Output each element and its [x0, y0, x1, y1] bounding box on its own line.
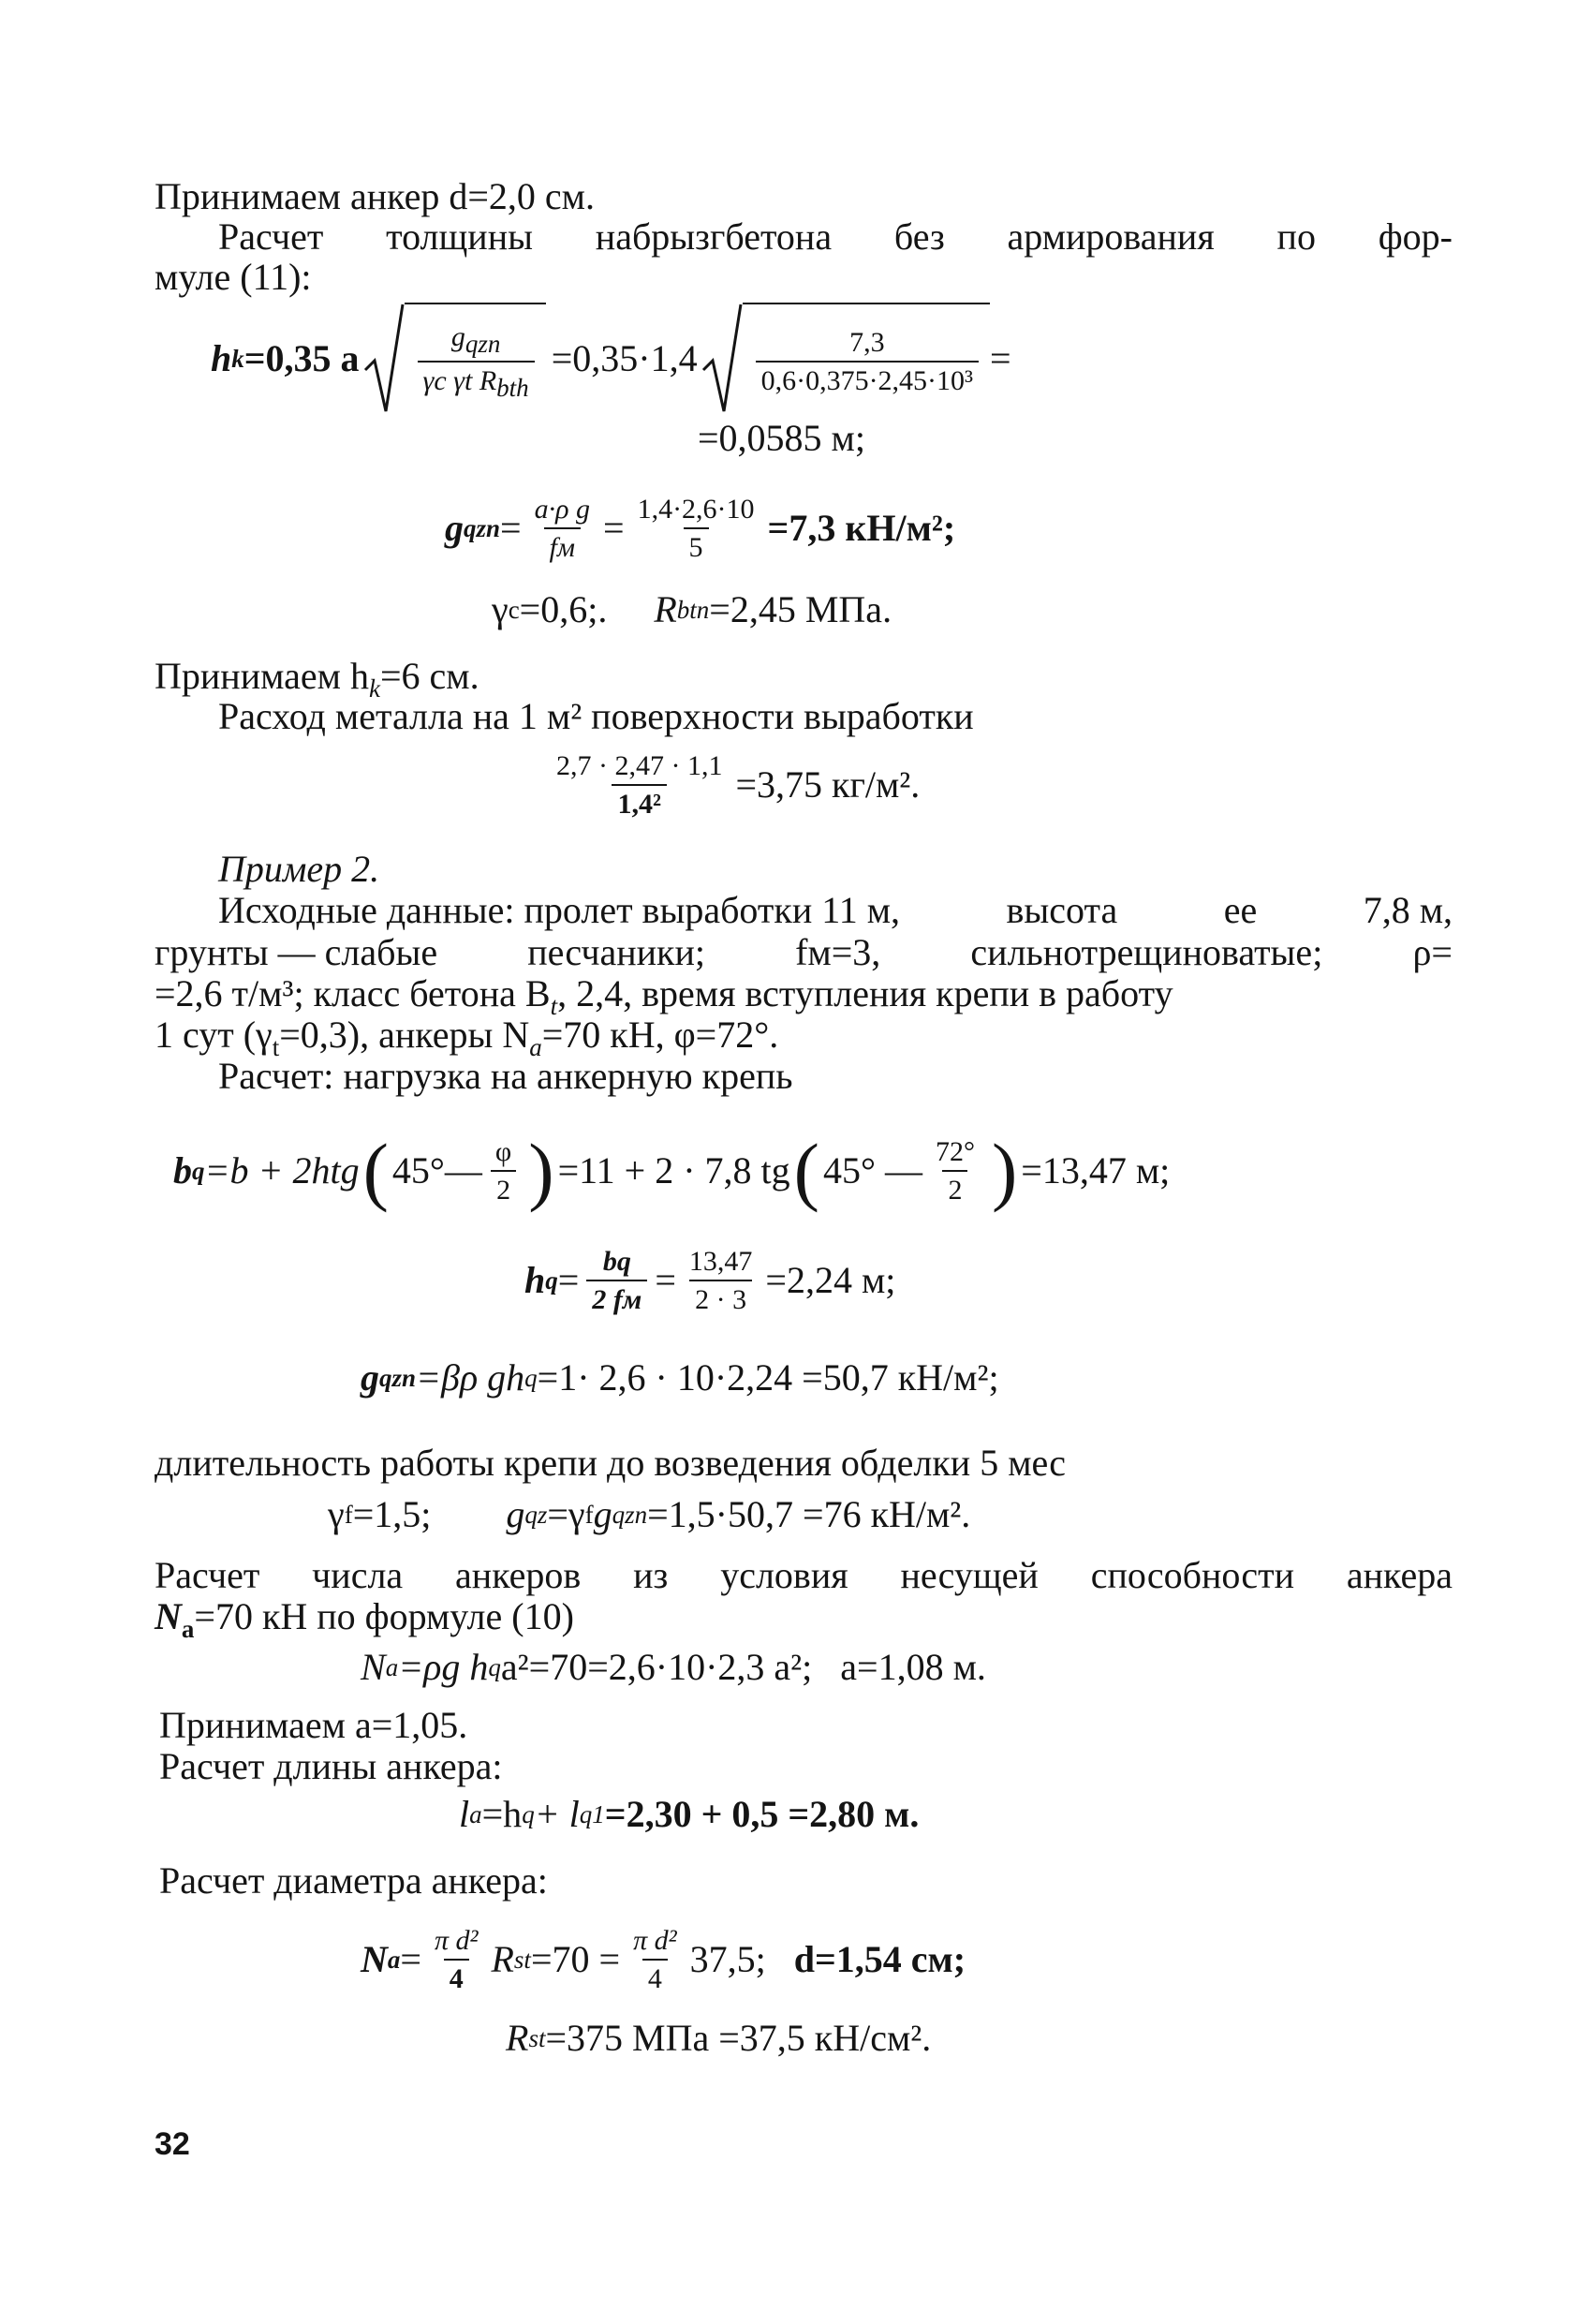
formula-na: N a =ρg h q a²=70=2,6·10·2,3 a²; a=1,08 м.: [361, 1646, 986, 1688]
formula-rst: R st =375 МПа =37,5 кН/см².: [506, 2017, 932, 2059]
fraction: $\frac{2,7 \cdot 2,47 \cdot 1,1}{\text{1,4²}}$: [556, 749, 723, 820]
line-calc-sprayed-concrete: Расчет толщины набрызгбетона без армирования по фор-: [218, 215, 1453, 258]
formula-hk: h k =0,35 a $\frac{g_{qzn}}{\gamma c \gamma t R_{bth}}$ =0,35·1,4 $\frac{7,3}{\text{0,6·0,375·2,45·10³}}$ =: [211, 298, 1011, 420]
line-support-duration: длительность работы крепи до возведения обделки 5 мес: [155, 1442, 1067, 1484]
formula-na-diameter: N a = $\frac{\text{π d²}}{4}$ R st =70 = $\frac{\text{π d²}}{4}$ 37,5; d=1,54 см;: [361, 1924, 966, 1994]
formula-la: l a =h q + l q1 =2,30 + 0,5 =2,80 м.: [459, 1793, 920, 1835]
line-anchor-accepted: Принимаем анкер d=2,0 см.: [155, 175, 595, 217]
fraction: $\frac{1,4\cdot 2,6\cdot 10}{5}$: [637, 493, 755, 563]
sqrt-sign: [363, 303, 546, 415]
formula-gamma-c-rbtn: γ c =0,6;. R btn =2,45 МПа.: [492, 588, 892, 630]
line-formula-ref: муле (11):: [155, 256, 312, 298]
line-anchor-capacity: $N_a=70$ кН по формуле (10): [155, 1595, 574, 1643]
fraction: $\frac{g_{qzn}}{\gamma c \gamma t R_{bth}}$: [418, 322, 535, 402]
fraction: $\frac{13,47}{2 \cdot 3}$: [688, 1245, 753, 1315]
line-initial-data-2: грунты — слабые песчаники; fм=3, сильнотрещиноватые; ρ=: [155, 931, 1453, 973]
formula-gqzn-load: g qzn =βρ gh q =1· 2,6 · 10·2,24 =50,7 кН/м²;: [361, 1356, 999, 1399]
line-accept-hk: Принимаем $h_k=6$ см.: [155, 655, 479, 703]
sqrt-sign: [701, 303, 990, 415]
line-initial-data-1: Исходные данные: пролет выработки 11 м, высота ее 7,8 м,: [218, 889, 1453, 931]
line-anchor-diameter: Расчет диаметра анкера:: [159, 1859, 548, 1902]
fraction: $\frac{\text{π d²}}{4}$: [434, 1924, 479, 1994]
formula-bq: b q =b + 2htg ( 45°— $\frac{\varphi}{2}$ ) =11 + 2 · 7,8 tg ( 45° — $\frac{72^\circ}{2}$ ) =13,47 м;: [173, 1128, 1171, 1214]
fraction: $\frac{\text{π d²}}{4}$: [633, 1924, 677, 1994]
line-initial-data-4: 1 сут $(\gamma_t=0,3)$, анкеры $N_a=70$ кН, φ=72°.: [155, 1014, 779, 1061]
fraction: $\frac{7,3}{\text{0,6·0,375·2,45·10³}}$: [756, 328, 979, 396]
formula-hk-result: =0,0585 м;: [698, 417, 865, 459]
fraction: $\frac{bq}{2 fм}$: [586, 1247, 647, 1315]
line-accept-a: Принимаем a=1,05.: [159, 1704, 468, 1746]
line-anchor-count: Расчет числа анкеров из условия несущей способности анкера: [155, 1554, 1453, 1596]
line-metal-consumption: Расход металла на 1 м² поверхности выработки: [218, 695, 974, 737]
line-initial-data-3: =2,6 т/м³; класс бетона $B_t$, 2,4, время вступления крепи в работу: [155, 972, 1173, 1020]
fraction: $\frac{\text{a·ρ g}}{fм}$: [534, 493, 590, 563]
fraction: $\frac{\varphi}{2}$: [490, 1137, 517, 1206]
example-2-heading: Пример 2.: [218, 848, 380, 890]
formula-gqzn: g qzn = $\frac{\text{a·ρ g}}{fм}$ = $\frac{1,4\cdot 2,6\cdot 10}{5}$ =7,3 кН/м²;: [445, 493, 956, 563]
line-anchor-length: Расчет длины анкера:: [159, 1745, 503, 1787]
formula-hq: h q = $\frac{bq}{2 fм}$ = $\frac{13,47}{2 \cdot 3}$ =2,24 м;: [524, 1245, 896, 1315]
formula-gamma-f-gqz: γ f =1,5; g qz =γ f g qzn =1,5·50,7 =76 кН/м².: [328, 1493, 971, 1535]
page-number: 32: [155, 2126, 190, 2162]
fraction: $\frac{72^\circ}{2}$: [935, 1135, 975, 1206]
formula-metal-consumption: $\frac{2,7 \cdot 2,47 \cdot 1,1}{\text{1,4²}}$ =3,75 кг/м².: [543, 740, 920, 830]
line-anchor-load: Расчет: нагрузка на анкерную крепь: [218, 1055, 793, 1097]
